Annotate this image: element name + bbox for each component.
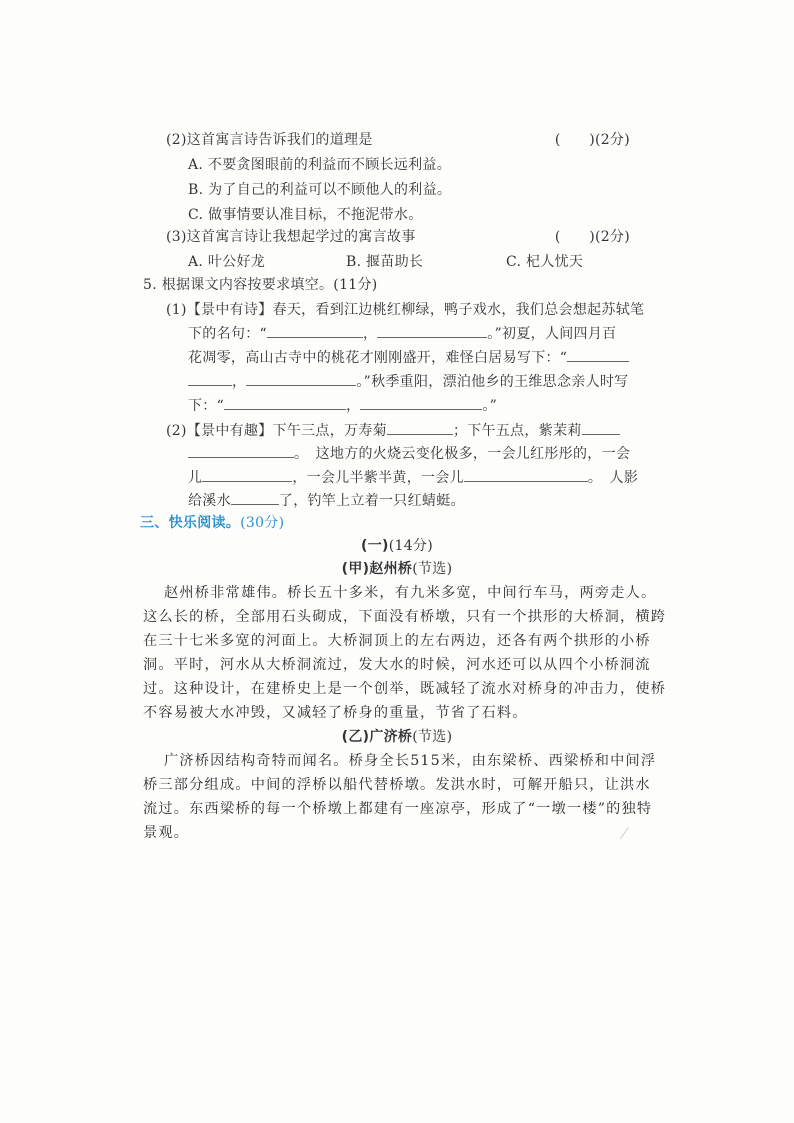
q5-p1-line4 <box>188 371 628 392</box>
blank-field[interactable] <box>202 467 292 482</box>
blank-field[interactable] <box>387 420 453 435</box>
q5-p2-line3 <box>188 467 638 488</box>
passage-b-line: 桥三部分组成。中间的浮桥以船代替桥墩。发洪水时，可解开船只，让洪水 <box>143 777 651 793</box>
blank-field[interactable] <box>267 323 363 338</box>
passage-a-line: 这么长的桥，全部用石头砌成，下面没有桥墩，只有一个拱形的大桥洞，横跨 <box>143 609 667 625</box>
section-3-points: (30分) <box>240 515 285 531</box>
q5-text: 。”初夏，人间四月百 <box>487 326 617 342</box>
blank-field[interactable] <box>377 323 487 338</box>
q5-text: 。”秋季重阳，漂泊他乡的王维思念亲人时写 <box>356 374 629 390</box>
q5-p1-line5 <box>188 395 497 416</box>
section-3-title: 三、快乐阅读。 <box>140 515 241 531</box>
q5-text: 了，钓竿上立着一只红蜻蜓。 <box>278 493 465 509</box>
passage-a-note: (节选) <box>412 561 453 577</box>
passage-b-title-text: (乙)广济桥 <box>341 729 413 745</box>
q5-text: ， <box>362 326 378 342</box>
blank-field[interactable] <box>582 420 620 435</box>
blank-field[interactable] <box>188 371 232 386</box>
q5-p2-line2 <box>188 443 630 464</box>
q3-stem <box>166 227 630 247</box>
blank-field[interactable] <box>224 395 346 410</box>
passage-b-title <box>0 727 794 747</box>
q5-text: 。 人影 <box>587 470 639 486</box>
q2-option-c[interactable]: C. 做事情要认准目标，不拖泥带水。 <box>188 207 423 223</box>
q2-stem-text: (2)这首寓言诗告诉我们的道理是 <box>166 132 373 148</box>
blank-field[interactable] <box>188 443 294 458</box>
q5-p2-line4 <box>188 490 465 511</box>
q2-option-b[interactable]: B. 为了自己的利益可以不顾他人的利益。 <box>188 182 452 198</box>
q5-text: ，一会儿半紫半黄，一会儿 <box>292 470 464 486</box>
q3-option-a[interactable]: A. 叶公好龙 <box>188 254 266 270</box>
blank-field[interactable] <box>246 371 356 386</box>
passage-b-line: 景观。 <box>143 825 190 841</box>
q5-text: ， <box>346 398 361 414</box>
q5-text: 下的名句：“ <box>188 326 267 342</box>
q5-p1-line3 <box>188 347 629 368</box>
q5-text: 。 这地方的火烧云变化极多，一会儿红彤彤的，一会 <box>294 446 631 462</box>
q5-text: 。” <box>482 398 498 414</box>
q5-p1-line2 <box>188 323 616 344</box>
passage-a-line: 洞。平时，河水从大桥洞流过，发大水的时候，河水还可以从四个小桥洞流 <box>143 657 651 673</box>
scan-mark <box>620 827 637 845</box>
passage-b-line: 流过。东西梁桥的每一个桥墩上都建有一座凉亭，形成了“一墩一楼”的独特 <box>143 801 653 817</box>
q2-option-a[interactable]: A. 不要贪图眼前的利益而不顾长远利益。 <box>188 157 452 173</box>
passage-a-line: 在三十七米多宽的河面上。大桥洞顶上的左右两边，还各有两个拱形的小桥 <box>143 633 651 649</box>
q5-text: (2)【景中有趣】下午三点，万寿菊 <box>166 423 387 439</box>
blank-field[interactable] <box>231 490 279 505</box>
q3-answer-paren[interactable]: ( )(2分) <box>554 229 630 245</box>
reading-1-points: (14分) <box>388 538 433 554</box>
blank-field[interactable] <box>567 347 629 362</box>
q2-stem <box>166 130 630 150</box>
q3-stem-text: (3)这首寓言诗让我想起学过的寓言故事 <box>166 229 416 245</box>
q5-text: ；下午五点，紫茉莉 <box>452 423 582 439</box>
q5-stem: 5. 根据课文内容按要求填空。(11分) <box>143 277 378 293</box>
q2-answer-paren[interactable]: ( )(2分) <box>554 132 630 148</box>
q5-p2-line1 <box>166 420 620 441</box>
passage-a-title-text: (甲)赵州桥 <box>341 561 413 577</box>
passage-a-line: 不容易被大水冲毁，又减轻了桥身的重量，节省了石料。 <box>143 705 528 721</box>
q5-text: 下：“ <box>188 398 225 414</box>
reading-1-heading <box>0 536 794 556</box>
blank-field[interactable] <box>464 467 588 482</box>
q5-p1-line1: (1)【景中有诗】春天，看到江边桃红柳绿，鸭子戏水，我们总会想起苏轼笔 <box>166 302 645 318</box>
passage-a-line: 赵州桥非常雄伟。桥长五十多米，有九米多宽，中间行车马，两旁走人。 <box>164 585 657 601</box>
blank-field[interactable] <box>360 395 482 410</box>
q3-option-b[interactable]: B. 揠苗助长 <box>346 254 424 270</box>
passage-b-note: (节选) <box>412 729 453 745</box>
section-3-heading <box>140 513 284 533</box>
q5-text: 儿 <box>188 470 203 486</box>
q5-text: ， <box>232 374 247 390</box>
passage-b-line: 广济桥因结构奇特而闻名。桥身全长515米，由东梁桥、西梁桥和中间浮 <box>164 753 657 769</box>
passage-a-title <box>0 559 794 579</box>
reading-1-label: (一) <box>361 538 389 554</box>
q5-text: 给溪水 <box>188 493 231 509</box>
q5-text: 花凋零，高山古寺中的桃花才刚刚盛开，难怪白居易写下：“ <box>188 350 568 366</box>
q3-option-c[interactable]: C. 杞人忧天 <box>506 254 584 270</box>
passage-a-line: 过。这种设计，在建桥史上是一个创举，既减轻了流水对桥身的冲击力，使桥 <box>143 681 667 697</box>
